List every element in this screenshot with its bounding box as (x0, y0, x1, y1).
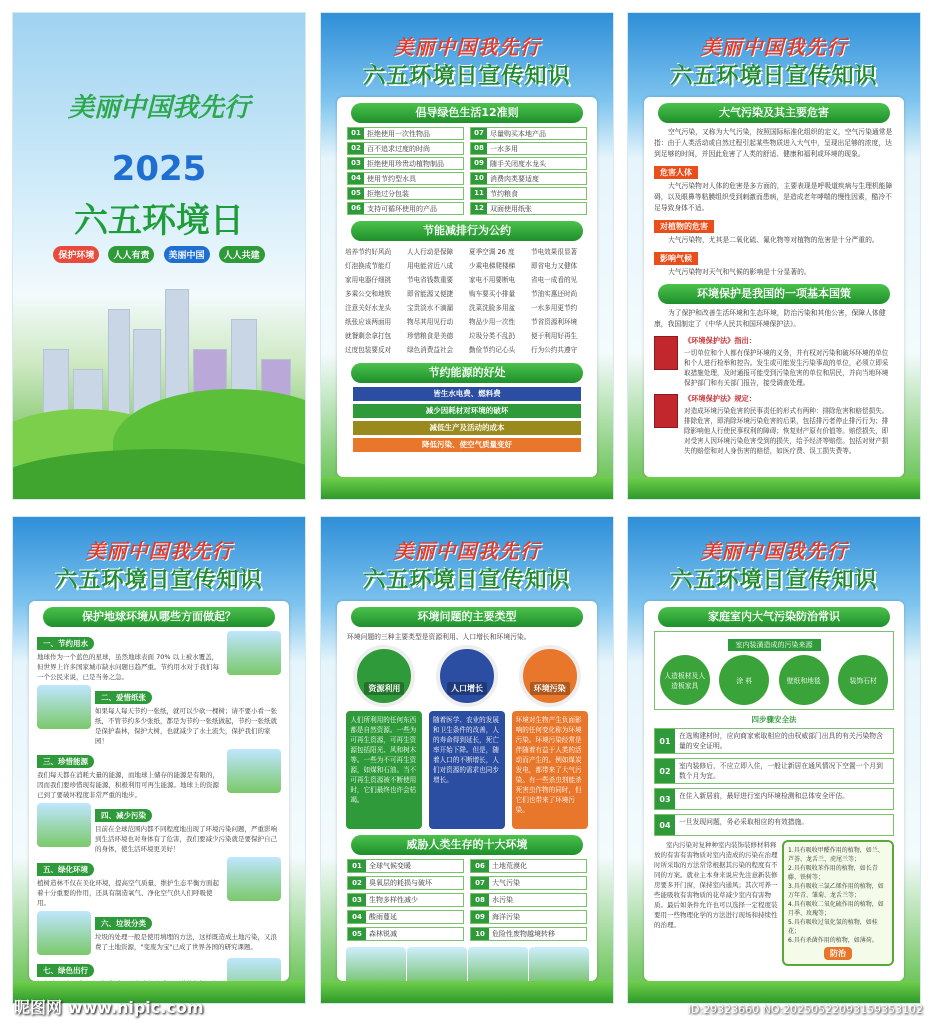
plant-item: 1.具有吸收甲醛作用的植物，如兰、芦荟、龙舌兰、虎尾兰等； (788, 847, 884, 863)
section-heading: 倡导绿色生活12准则 (351, 103, 583, 123)
poster-cover (12, 12, 306, 500)
poster-slogan: 美丽中国我先行 (700, 539, 848, 563)
pact-line: 即省能源又便捷 (407, 290, 454, 298)
pact-line: 家用电器仔细挑 (345, 276, 392, 284)
rule-text: 拒绝过分包装 (367, 189, 409, 198)
rule-number: 08 (471, 143, 487, 154)
tip-body: 我们每天都在消耗大量的能源，而地球上储存的能源是有限的，因而我们要珍惜现有能源，积极利用可再生能源。地球上的资源已到了要破坏程度非常严重的地步。 (37, 771, 219, 799)
poster-slogan: 美丽中国我先行 (700, 35, 848, 59)
threat-text: 危险性废物越境转移 (492, 930, 555, 938)
rule-number: 03 (348, 158, 364, 169)
rule-item (470, 127, 587, 140)
source-circle: 涂 料 (719, 655, 769, 705)
threat-item (347, 859, 464, 873)
earth-tip (37, 803, 281, 854)
rule-text: 消费肉类要适度 (490, 174, 539, 183)
rule-text: 一水多用 (490, 144, 518, 153)
pact-line: 多乘公交和地铁 (345, 290, 392, 298)
grass-decoration (321, 981, 613, 1003)
rule-item (470, 172, 587, 185)
rule-number: 02 (348, 143, 364, 154)
pact-line: 节油实惠还时尚 (531, 290, 578, 298)
poster-indoor-air (627, 516, 921, 1004)
rule-item (470, 202, 587, 215)
poster-air-pollution (627, 12, 921, 500)
intro-text: 空气污染，又称为大气污染，按照国际标准化组织的定义，空气污染通常是指：由于人类活动或自然过程引起某些物质进入大气中，呈现出足够的浓度，达到足够的时间，并因此危害了人类的舒适、健康和福利或环境的现象。 (654, 128, 893, 158)
section-heading: 威胁人类生存的十大环境 (351, 835, 583, 855)
law-title: 《环境保护法》指出： (684, 336, 756, 345)
plant-item: 2.具有吸收苯作用的植物，如长青藤、铁树等； (788, 865, 878, 881)
earth-tip (37, 857, 281, 908)
tip-illustration (227, 631, 281, 675)
poster-green-life (320, 12, 614, 500)
threat-text: 大气污染 (492, 879, 520, 887)
step-item (654, 758, 894, 784)
threat-text: 臭氧层的耗损与破坏 (369, 879, 432, 887)
pact-line: 便于利用好再生 (531, 332, 578, 340)
tip-heading: 二、爱惜纸张 (95, 691, 152, 704)
step-number: 01 (655, 729, 675, 753)
pact-line: 夏季空调 26 度 (469, 248, 515, 256)
threat-text: 森林锐减 (369, 930, 397, 938)
step-item (654, 814, 894, 836)
poster-title: 六五环境日宣传知识 (55, 568, 263, 593)
illustration-image (407, 947, 467, 981)
pact-line: 过度包装要反对 (345, 346, 392, 354)
step-text: 在住入新居前，最好进行室内环境检测和总体安全评估。 (679, 792, 849, 800)
rule-number: 12 (471, 203, 487, 214)
threat-number: 02 (348, 877, 366, 889)
content-card (29, 601, 289, 981)
pact-line: 用电能省近八成 (407, 262, 454, 270)
rule-text: 百不追求过度的时尚 (367, 144, 430, 153)
source-circle: 人造板材及人造板家具 (660, 655, 710, 705)
poster-protect-earth (12, 516, 306, 1004)
issue-body: 环境对生物产生负面影响的任何变化称为环境污染。环境污染经常是伴随着有益于人类的活动而产生的。例如煤炭发电，都带来了大气污染。有一些杀虫剂能杀死害虫作物的同时，但它们也带来了环境污染。 (512, 711, 588, 829)
threat-number: 09 (471, 911, 489, 923)
cover-tag: 人人共建 (219, 246, 265, 263)
rule-item (470, 157, 587, 170)
tip-illustration (227, 958, 281, 981)
poster-title: 六五环境日宣传知识 (363, 64, 571, 89)
pact-line: 宝贵淡水不滴漏 (407, 304, 454, 312)
threat-number: 10 (471, 928, 489, 940)
pact-line: 物品少用一次性 (469, 318, 516, 326)
threat-item (347, 927, 464, 941)
cover-slogan: 美丽中国我先行 (67, 93, 250, 123)
pact-line: 灯泡换成节能灯 (345, 262, 392, 270)
pact-line: 洗菜洗脸多用盆 (469, 304, 516, 312)
safety-steps (654, 728, 894, 836)
poster-title: 六五环境日宣传知识 (363, 568, 571, 593)
rule-text: 节约粮食 (490, 189, 518, 198)
pollution-sources (654, 631, 894, 710)
threat-text: 酸雨蔓延 (369, 913, 397, 921)
cover-tag: 保护环境 (53, 246, 99, 263)
step-text: 室内装修后，不应立即入住，一般让新居在通风情况下空置一个月到数个月为宜。 (679, 762, 883, 780)
earth-tip (37, 958, 281, 981)
threat-number: 06 (471, 860, 489, 872)
pact-line: 就餐剩余拿打包 (345, 332, 392, 340)
issue-body: 随着医学、农业的发展和卫生条件的改善，人的寿命得到延长，死亡率开始下降。但是，随着人口的不断增长，人们对资源的需求也同步增长。 (429, 711, 505, 829)
pact-line: 即省电力又健体 (531, 262, 578, 270)
cover-year: 2025 (111, 149, 207, 189)
intro-text: 环境问题的三种主要类型是资源利用、人口增长和环境污染。 (347, 633, 531, 641)
section-heading: 大气污染及其主要危害 (658, 103, 890, 123)
threat-item (470, 893, 587, 907)
sources-title: 室内装潢造成的污染来源 (728, 639, 821, 651)
threat-item (470, 910, 587, 924)
section-heading: 保护地球环境从哪些方面做起？ (43, 607, 275, 627)
source-circle: 壁纸和地毯 (779, 655, 829, 705)
step-number: 03 (655, 789, 675, 809)
law-block (654, 336, 894, 388)
rule-number: 11 (471, 188, 487, 199)
pact-line: 珍惜粮食是美德 (407, 332, 454, 340)
pact-line: 注意关好水龙头 (345, 304, 392, 312)
pact-line: 人人行动是保障 (407, 248, 454, 256)
issue-type (512, 645, 588, 829)
rule-number: 07 (471, 128, 487, 139)
poster-slogan: 美丽中国我先行 (393, 539, 541, 563)
threat-text: 土地荒漠化 (492, 862, 527, 870)
cover-tag: 美丽中国 (164, 246, 210, 263)
pact-grid (345, 245, 589, 357)
pact-line: 家电不用要断电 (469, 276, 516, 284)
content-card (644, 601, 904, 981)
remedy-row (654, 840, 894, 966)
step-item (654, 788, 894, 810)
rule-item (347, 172, 464, 185)
rule-text: 尽量购买本地产品 (490, 129, 546, 138)
section-heading: 节能减排行为公约 (351, 221, 583, 241)
threat-text: 全球气候变暖 (369, 862, 411, 870)
tip-heading: 六、垃圾分类 (95, 917, 152, 930)
tip-heading: 三、珍惜能源 (37, 755, 94, 768)
threat-item (470, 927, 587, 941)
illustration-image (468, 947, 528, 981)
threat-number: 08 (471, 894, 489, 906)
body-text: 大气污染物，尤其是二氧化硫、氟化物等对植物的危害是十分严重的。 (668, 236, 879, 244)
rule-item (470, 142, 587, 155)
issue-icon (519, 645, 581, 707)
pact-line: 节省资源利环境 (531, 318, 578, 326)
tip-body: 垃圾的处理一般是使用填埋的方法，这样既造成土地污染，又浪费了土地资源，"变废为宝"已成了世界各国的研究课题。 (95, 933, 277, 951)
rule-number: 10 (471, 173, 487, 184)
grass-decoration (628, 981, 920, 1003)
tip-body: 地球作为一个蓝色的星球，虽然地球表面 70% 以上被水覆盖，但世界上许多国家城市缺水问题日趋严重。节约用水对于我们每一个公民来说，已是当务之急。 (37, 653, 219, 681)
threat-number: 05 (348, 928, 366, 940)
tip-illustration (37, 685, 91, 729)
poster-environment-issues (320, 516, 614, 1004)
law-body: 对造成环境污染危害的民事责任的形式有两种：排除危害和赔偿损失。排除危害，即消除环境污染危害的后果，包括排污者停止排污行为；排除影响他人行使民事权利的障碍；恢复财产原有价值等。赔偿损失，即对受害人因环境污染危害受到的损失，给予经济等赔偿。包括对财产损失的赔偿和对人身伤害的赔偿，如医疗费、误工损失费等。 (684, 407, 889, 455)
poster-slogan: 美丽中国我先行 (85, 539, 233, 563)
threat-number: 07 (471, 877, 489, 889)
pact-line: 纸张应该两面用 (345, 318, 392, 326)
illustration-row (345, 947, 589, 981)
pact-line: 节电效果很显著 (531, 248, 578, 256)
rule-number: 04 (348, 173, 364, 184)
threat-item (470, 859, 587, 873)
section-heading: 家庭室内大气污染防治常识 (658, 607, 890, 627)
rule-item (347, 127, 464, 140)
threat-text: 海洋污染 (492, 913, 520, 921)
tip-heading: 五、绿化环境 (37, 863, 94, 876)
section-heading: 节约能源的好处 (351, 363, 583, 383)
earth-items (29, 631, 289, 981)
benefit-bar: 皆生水电费、燃料费 (353, 387, 581, 401)
rule-item (347, 157, 464, 170)
tip-illustration (37, 911, 91, 955)
poster-slogan: 美丽中国我先行 (393, 35, 541, 59)
cover-title: 六五环境日 (74, 201, 244, 241)
issue-icon (353, 645, 415, 707)
plants-scroll (782, 840, 894, 966)
tip-body: 植树造林不仅在美化环境，提高空气质量，维护生态平衡方面起着十分重要的作用，还具有制造氧气、净化空气供人们呼吸使用。 (37, 879, 219, 907)
law-book-icon (654, 394, 678, 428)
section-heading: 环境保护是我国的一项基本国策 (658, 284, 890, 304)
benefit-bars (337, 387, 597, 452)
step-text: 一旦发现问题，务必采取相应的有效措施。 (679, 818, 809, 826)
sub-heading: 危害人体 (654, 166, 698, 179)
issue-type (346, 645, 422, 829)
earth-tip (37, 685, 281, 746)
steps-title: 四步骤安全法 (751, 715, 797, 724)
source-circle: 装饰石材 (838, 655, 888, 705)
threat-number: 01 (348, 860, 366, 872)
issue-label: 资源利用 (364, 682, 404, 695)
tip-body: 目前在全球范围内都不同程度地出现了环境污染问题，严重影响到生活环境也对身体有了危害，我们要减少污染就是要保护自己的身体，使生活环境更美好！ (95, 825, 277, 853)
pact-line: 购车要买小排量 (469, 290, 516, 298)
rule-number: 09 (471, 158, 487, 169)
issue-types (337, 645, 597, 829)
body-text: 为了保护和改善生活环境和生态环境，防治污染和其他公害，保障人体健康，我国制定了《中华人民共和国环境保护法》。 (654, 309, 886, 328)
sub-heading: 影响气候 (654, 252, 698, 265)
content-card (337, 601, 597, 981)
issue-icon (436, 645, 498, 707)
threat-item (347, 876, 464, 890)
issue-type (429, 645, 505, 829)
step-item (654, 728, 894, 754)
plant-item: 3.具有吸收三氯乙烯作用的植物，如万年青、雏菊、龙舌兰等； (788, 883, 884, 899)
plant-item: 5.具有吸收过氧化氢的植物，如桂花； (788, 919, 878, 935)
section-heading: 环境问题的主要类型 (351, 607, 583, 627)
city-illustration (13, 289, 305, 499)
watermark-right: ID:29323660 NO:20250522093159353102 (687, 1003, 923, 1016)
rule-text: 拒绝使用珍贵动植物制品 (367, 159, 444, 168)
rule-item (347, 202, 464, 215)
tip-heading: 一、节约用水 (37, 637, 94, 650)
rule-text: 支持可循环使用的产品 (367, 204, 437, 213)
law-book-icon (654, 336, 678, 370)
illustration-image (346, 947, 406, 981)
issue-label: 人口增长 (447, 682, 487, 695)
step-number: 02 (655, 759, 675, 783)
rule-text: 随手关闭度水龙头 (490, 159, 546, 168)
rule-item (470, 187, 587, 200)
tip-illustration (227, 857, 281, 901)
threat-number: 04 (348, 911, 366, 923)
content-card (337, 97, 597, 477)
pact-line: 绿色消费益社会 (407, 346, 454, 354)
issue-body: 人们所利用的任何东西都是自然资源。一些为可再生资源，可再生资源包括阳光、风和树木等。一些为不可再生资源，如煤和石油。当不可再生资源被不断使用时，它们最终也许会枯竭。 (346, 711, 422, 829)
law-title: 《环境保护法》规定： (684, 394, 756, 403)
rule-number: 01 (348, 128, 364, 139)
benefit-bar: 减低生产及活动的成本 (353, 421, 581, 435)
law-body: 一切单位和个人都有保护环境的义务，并有权对污染和破坏环境的单位和个人进行检举和控告。发生或可能发生污染事故的单位，必须立即采取措施处理，及时通报可能受到污染危害的单位和居民，并向当地环境保护部门和有关部门报告，接受调查处理。 (684, 349, 889, 387)
pact-line: 行为公约共遵守 (531, 346, 578, 354)
earth-tip (37, 749, 281, 800)
step-text: 在选购建材时，应向商家索取相应的由权威部门出具的有关污染物含量的安全证明。 (679, 732, 883, 750)
poster-title: 六五环境日宣传知识 (670, 568, 878, 593)
rule-number: 06 (348, 203, 364, 214)
pact-line: 省电一成看的见 (531, 276, 578, 284)
body-text: 大气污染物对天气和气候的影响是十分显著的。 (668, 268, 811, 276)
tip-heading: 四、减少污染 (95, 809, 152, 822)
illustration-image (529, 947, 589, 981)
tip-illustration (227, 749, 281, 793)
step-number: 04 (655, 815, 675, 835)
content-card (644, 97, 904, 477)
plant-item: 4.具有吸收二氧化硫作用的植物，如月季、玫瑰等； (788, 901, 884, 917)
rule-text: 双面使用纸张 (490, 204, 532, 213)
benefit-bar: 减少因耗材对环境的破坏 (353, 404, 581, 418)
pact-line: 物尽其用见行动 (407, 318, 454, 326)
earth-tip (37, 911, 281, 955)
plant-item: 6.具有杀菌作用的植物，如薄荷。 (788, 937, 878, 944)
pact-line: 一水多用更节约 (531, 304, 578, 312)
threat-item (470, 876, 587, 890)
prevention-badge: 防治 (824, 947, 852, 960)
threat-text: 水污染 (492, 896, 513, 904)
earth-tip (37, 631, 281, 682)
benefit-bar: 降低污染、使空气质量变好 (353, 438, 581, 452)
rule-item (347, 142, 464, 155)
pact-line: 勤俭节约记心头 (469, 346, 516, 354)
rule-text: 拒绝使用一次性物品 (367, 129, 430, 138)
tip-illustration (37, 803, 91, 847)
rule-text: 使用节约型水具 (367, 174, 416, 183)
rule-number: 05 (348, 188, 364, 199)
issue-label: 环境污染 (530, 682, 570, 695)
threat-grid (347, 859, 587, 941)
tip-heading: 七、绿色出行 (37, 964, 94, 977)
tip-body: 如果每人每天节约一张纸，就可以少砍一棵树；请不要小看一张纸，不管节约多少张纸，都是为节约一张纸做起，节约一张纸就是保护森林，保护大树，也就减少了水土流失，保护我们的家园！ (95, 707, 277, 745)
pact-line: 节电省钱数重要 (407, 276, 454, 284)
threat-number: 03 (348, 894, 366, 906)
threat-text: 生物多样性减少 (369, 896, 418, 904)
grass-decoration (321, 477, 613, 499)
cover-tag: 人人有责 (108, 246, 154, 263)
pact-line: 垃圾分类不乱扔 (469, 332, 516, 340)
sub-heading: 对植物的危害 (654, 220, 714, 233)
threat-item (347, 910, 464, 924)
cover-tags (13, 243, 305, 263)
threat-item (347, 893, 464, 907)
grass-decoration (628, 477, 920, 499)
rule-item (347, 187, 464, 200)
remedy-text: 室内污染对复种种室内装饰装修材料释放的有害有害物质对室内造成的污染在治理时所采取的方法常常根据其污染的程度有不同的方案。就业主本身来说应先注意新装修房要多开门窗，保持室内通风；其次可养一些能吸收有害物质的花草减少室内有害物质。最后如条件允许也可以选择一定程度装要用一些物理化学的方法进行现场和持续性的治理。 (654, 841, 778, 929)
law-block (654, 394, 894, 456)
watermark-left: 昵图网 www.nipic.com (14, 998, 204, 1017)
pact-line: 培养节约好风尚 (345, 248, 392, 256)
body-text: 大气污染物对人体的危害是多方面的，主要表现是呼吸道疾病与生理机能障碍，以及眼鼻等粘膜组织受到刺激而患病，是造成老年哮喘的慢性因素，酷冷不足导致身体不适。 (654, 182, 893, 212)
pact-line: 少乘电梯爬楼梯 (469, 262, 516, 270)
poster-title: 六五环境日宣传知识 (670, 64, 878, 89)
rules-grid (347, 127, 587, 215)
